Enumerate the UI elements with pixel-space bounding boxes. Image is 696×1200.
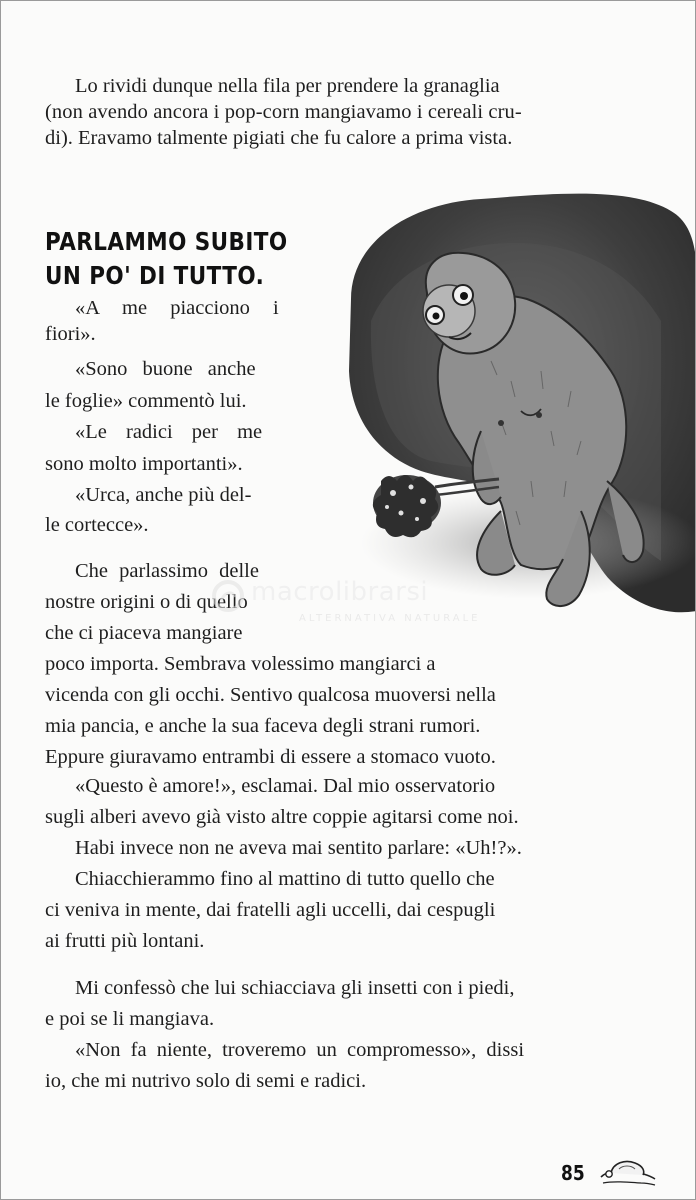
paragraph-line: ai frutti più lontani. [45, 930, 205, 952]
paragraph-line: poco importa. Sembrava volessimo mangiarci a [45, 653, 436, 675]
watermark-brand: macrolibrarsi [251, 577, 429, 607]
dialogue-line: «Urca, anche più del- [75, 484, 252, 506]
watermark-tagline: ALTERNATIVA NATURALE [299, 613, 481, 624]
dialogue-line: «Le radici per me [75, 421, 263, 443]
dialogue-line: le cortecce». [45, 514, 149, 536]
section-heading: PARLAMMO SUBITO UN PO' DI TUTTO. [45, 227, 288, 290]
paragraph-line: Habi invece non ne aveva mai sentito parlare: «Uh!?». [75, 837, 522, 859]
ape-illustration [331, 181, 696, 621]
paragraph-line: vicenda con gli occhi. Sentivo qualcosa muoversi nella [45, 684, 496, 706]
paragraph-line: Eppure giuravamo entrambi di essere a stomaco vuoto. [45, 746, 496, 768]
paragraph-line: (non avendo ancora i pop-corn mangiavamo i cereali cru- [45, 101, 522, 123]
dialogue-line: sono molto importanti». [45, 453, 243, 475]
paragraph-line: Mi confessò che lui schiacciava gli insetti con i piedi, [75, 977, 515, 999]
paragraph-line: mia pancia, e anche la sua faceva degli strani rumori. [45, 715, 481, 737]
paragraph-line: Che parlassimo delle [75, 560, 259, 582]
dialogue-line: «Sono buone anche [75, 358, 256, 380]
paragraph-line: ci veniva in mente, dai fratelli agli uccelli, dai cespugli [45, 899, 496, 921]
paragraph-line: Lo rividi dunque nella fila per prendere la granaglia [75, 75, 500, 97]
paragraph-line: e poi se li mangiava. [45, 1008, 215, 1030]
dialogue-line: le foglie» commentò lui. [45, 390, 247, 412]
page-number: 85 [561, 1161, 585, 1185]
paragraph-line: nostre origini o di quello [45, 591, 248, 613]
dialogue-line: fiori». [45, 323, 96, 345]
paragraph-line: «Questo è amore!», esclamai. Dal mio osservatorio [75, 775, 496, 797]
paragraph-line: io, che mi nutrivo solo di semi e radici. [45, 1070, 367, 1092]
paragraph-line: «Non fa niente, troveremo un compromesso», dissi [75, 1039, 525, 1061]
paragraph-line: che ci piaceva mangiare [45, 622, 243, 644]
paragraph-line: di). Eravamo talmente pigiati che fu calore a prima vista. [45, 127, 513, 149]
paragraph-line: sugli alberi avevo già visto altre coppie agitarsi come noi. [45, 806, 519, 828]
paragraph-line: Chiacchierammo fino al mattino di tutto quello che [75, 868, 495, 890]
turtle-doodle-icon [597, 1151, 659, 1189]
dialogue-line: «A me piacciono i [75, 297, 279, 319]
